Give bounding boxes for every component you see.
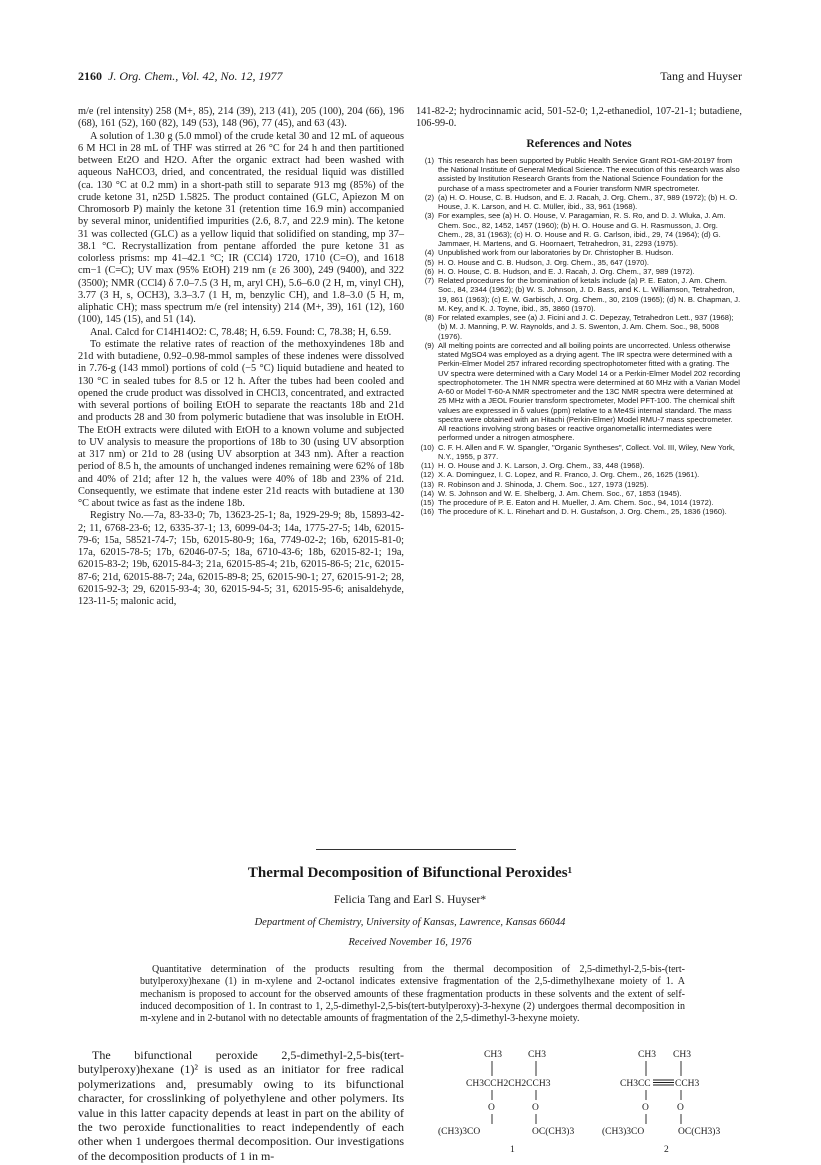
reference-item: (6) H. O. House, C. B. Hudson, and E. J. Racah, J. Org. Chem., 37, 989 (1972). xyxy=(424,266,695,276)
reference-item: (2) (a) H. O. House, C. B. Hudson, and E. J. Racah, J. Org. Chem., 37, 989 (1972); (b) H. O. House, J. K. Larson, and H. C. Müller, ibid., 33, 961 (1968). xyxy=(424,192,738,211)
reference-item: (5) H. O. House and C. B. Hudson, J. Org. Chem., 35, 647 (1970). xyxy=(424,257,650,267)
received-date: Received November 16, 1976 xyxy=(348,937,472,948)
structure-1 xyxy=(438,1050,574,1155)
s1-tbutoxy-right: OC(CH3)3 xyxy=(532,1127,575,1137)
reference-item: (9) All melting points are corrected and all boiling points are uncorrected. Unless otherwise stated MgSO4 was employed as a drying agent. The IR spectra were determined with a Perkin-Elmer Model 257 infrared recording spectrophotometer fitted with a grating. The UV spectra were determined with a Cary Model 14 or a Perkin-Elmer Model 202 recording spectrophotometer. The 1H NMR spectra were determined at 60 MHz with a Varian Model A-60 or Model T-60-A NMR spectrometer and the 13C NMR spectra were determined at 25 MHz with a JEOL Fourier transform spectrometer, Model PFT-100. The chemical shift values are expressed in δ values (ppm) relative to a Me4Si internal standard. The mass spectra were obtained with an Hitachi (Perkin-Elmer) Model RMU-7 mass spectrometer. All reactions involving strong bases or reactive organometallic intermediates were performed under a nitrogen atmosphere. xyxy=(424,340,741,443)
s2-chain-right: CCH3 xyxy=(675,1079,700,1089)
structure-2 xyxy=(602,1050,720,1155)
s2-tbutoxy-left: (CH3)3CO xyxy=(602,1127,645,1137)
s2-label: 2 xyxy=(664,1145,669,1155)
article-title: Thermal Decomposition of Bifunctional Peroxides¹ xyxy=(247,865,573,881)
abstract: Quantitative determination of the products resulting from the thermal decomposition of 2,5-dimethyl-2,5-bis-(tert-butylperoxy)hexane (1) in m-xylene and 2-octanol indicates extensive fragmentation of the 2,5-dimethylhexane moiety of 1. A mechanism is proposed to account for the observed amounts of these fragmentation products in these solvents and the extent of self-induced decomposition of 1. In contrast to 1, 2,5-dimethyl-2,5-bis(tert-butylperoxy)-3-hexyne (2) undergoes thermal decomposition in m-xylene and in 2-butanol with no detectable amounts of fragmentation of the 2,5-dimethyl-3-hexyne moiety. xyxy=(140,964,685,1025)
running-header-authors: Tang and Huyser xyxy=(660,69,742,83)
reference-item: (15) The procedure of P. E. Eaton and H. Mueller, J. Am. Chem. Soc., 94, 1014 (1972). xyxy=(420,498,714,507)
structures-figure xyxy=(416,1045,746,1160)
s1-methyl-right: CH3 xyxy=(528,1050,546,1060)
reference-item: (3) For examples, see (a) H. O. House, V. Paragamian, R. S. Ro, and D. J. Wluka, J. Am. Chem. Soc., 82, 1452, 1457 (1960); (b) H. O. House and G. H. Rasmusson, J. Org. Chem., 28, 31 (1963); (c) H. O. House and R. G. Carlson, ibid., 29, 74 (1964); (d) G. Jammaer, H. Martens, and G. Hoornaert, Tetrahedron, 31, 2293 (1975). xyxy=(424,211,726,248)
reference-item: (10) C. F. H. Allen and F. W. Spangler, "Organic Syntheses", Collect. Vol. III, Wiley, New York, N.Y., 1955, p 377. xyxy=(420,442,735,461)
introduction-paragraph: The bifunctional peroxide 2,5-dimethyl-2,5-bis(tert-butylperoxy)hexane (1)² is used as an initiator for free radical polymerizations and, presumably owing to its bifunctional character, for crosslinking of polyethylene and other polymers. Its value in this latter capacity depends at least in part on the ability of the two peroxide functionalities to react independently of each other when 1 undergoes thermal decomposition. Our investigations of the decomposition products of 1 in m- xyxy=(78,1048,404,1163)
registry-paragraph: Registry No.—7a, 83-33-0; 7b, 13623-25-1; 8a, 1929-29-9; 8b, 15893-42-2; 11, 6768-23-6; 12, 6335-37-1; 13, 6099-04-3; 14a, 1775-27-5; 14b, 62015-79-6; 15a, 58521-74-7; 15b, 62015-80-9; 16a, 7749-02-2; 16b, 62015-81-0; 17a, 62015-78-5; 17b, 62046-07-5; 18a, 6710-43-6; 18b, 62015-82-1; 19a, 62015-83-2; 19b, 62015-84-3; 21a, 62015-85-4; 21b, 62015-86-5; 21c, 62015-87-6; 21d, 62015-88-7; 24a, 62015-89-8; 25, 62015-90-1; 27, 62015-91-2; 28, 62015-92-3; 29, 62015-93-4; 30, 62015-94-5; 31, 62015-95-6; anisaldehyde, 123-11-5; malonic acid, xyxy=(78,510,404,607)
chemical-structures xyxy=(416,1045,746,1160)
mass-spec-paragraph: m/e (rel intensity) 258 (M+, 85), 214 (39), 213 (41), 205 (100), 204 (66), 196 (68), 161 (52), 160 (82), 149 (53), 148 (96), 77 (45), and 63 (43). xyxy=(78,106,404,130)
s2-methyl-left: CH3 xyxy=(638,1050,656,1060)
s1-tbutoxy-left: (CH3)3CO xyxy=(438,1127,481,1137)
s1-label: 1 xyxy=(510,1145,515,1155)
section-divider xyxy=(316,849,516,850)
references-list xyxy=(416,156,742,517)
reference-item: (11) H. O. House and J. K. Larson, J. Org. Chem., 33, 448 (1968). xyxy=(421,461,645,470)
s1-methyl-left: CH3 xyxy=(484,1050,502,1060)
s2-methyl-right: CH3 xyxy=(673,1050,691,1060)
reference-item: (1) This research has been supported by Public Health Service Grant RO1-GM-20197 from the National Institute of General Medical Science. The execution of this research was also assisted by Institution Research Grants from the National Science Foundation for the purchase of a mass spectrometer and a Fourier transform NMR spectrometer. xyxy=(424,155,740,193)
affiliation: Department of Chemistry, University of Kansas, Lawrence, Kansas 66044 xyxy=(254,917,566,928)
reference-item: (13) R. Robinson and J. Shinoda, J. Chem. Soc., 127, 1973 (1925). xyxy=(420,479,649,489)
rates-paragraph: To estimate the relative rates of reaction of the methoxyindenes 18b and 21d with butadiene, 0.92–0.98-mmol samples of these indenes were dissolved in 7.76-g (143 mmol) portions of cold (−5 °C) liquid butadiene and heated to 130 °C in sealed tubes for 8.5 or 12 h. After the tubes had been cooled and opened the crude product was dissolved in CHCl3, concentrated, and extracted with several portions of boiling EtOH to separate the reactants 18b and 21d and products 28 and 30 from polymeric butadiene that was insoluble in EtOH. The EtOH extracts were diluted with EtOH to a known volume and subjected to UV analysis to measure the proportions of 18b to 30 (using UV absorption at 317 nm) or 21d to 28 (using UV absorption at 343 nm). After a reaction period of 8.5 h, the amounts of unchanged indenes remaining were 62% of 18b and 40% of 21d; after 12 h, the values were 40% of 18b and 23% of 21d. Consequently, we estimate that indene ester 21d reacts with butadiene at 130 °C about twice as fast as the indene 18b. xyxy=(78,338,404,509)
reference-item: (4) Unpublished work from our laboratories by Dr. Christopher B. Hudson. xyxy=(424,248,674,258)
s2-tbutoxy-right: OC(CH3)3 xyxy=(678,1127,721,1137)
reference-item: (12) X. A. Dominguez, I. C. Lopez, and R. Franco, J. Org. Chem., 26, 1625 (1961). xyxy=(420,470,700,480)
article-authors: Felicia Tang and Earl S. Huyser* xyxy=(333,894,487,906)
left-column xyxy=(78,106,404,608)
page-number-journal: 2160 J. Org. Chem., Vol. 42, No. 12, 1977 xyxy=(78,69,283,83)
s2-triple-bond xyxy=(653,1080,674,1085)
s2-chain-left: CH3CC xyxy=(620,1079,651,1089)
running-header xyxy=(78,69,742,87)
reference-item: (8) For related examples, see (a) J. Ficini and J. C. Depezay, Tetrahedron Lett., 937 (1968); (b) M. J. Manning, P. W. Raynolds, and J. S. Swenton, J. Am. Chem. Soc., 98, 5008 (1976). xyxy=(424,313,734,341)
reference-item: (7) Related procedures for the bromination of ketals include (a) P. E. Eaton, J. Am. Chem. Soc., 84, 2344 (1962); (b) W. S. Johnson, J. D. Bass, and K. L. Williamson, Tetrahedron, 19, 861 (1963); (c) E. W. Garbisch, J. Org. Chem., 30, 2109 (1965); (d) N. B. Chapman, J. M. Key, and K. J. Toyne, ibid., 35, 3860 (1970). xyxy=(424,276,741,313)
right-column xyxy=(416,106,742,517)
s2-oxygen-upper-right: O xyxy=(677,1103,684,1113)
s2-oxygen-upper-left: O xyxy=(642,1103,649,1113)
reference-item: (14) W. S. Johnson and W. E. Shelberg, J. Am. Chem. Soc., 67, 1853 (1945). xyxy=(420,488,682,498)
ketone-31-paragraph: A solution of 1.30 g (5.0 mmol) of the crude ketal 30 and 12 mL of aqueous 6 M HCl in 28 mL of THF was stirred at 26 °C for 24 h and then partitioned between Et2O and H2O. After the organic extract had been washed with aqueous NaHCO3, dried, and concentrated, the residual liquid was distilled (ca. 130 °C at 0.2 mm) in a short-path still to separate 913 mg (85%) of the crude ketone 31, n25D 1.5825. The product contained (GLC, Apiezon M on Chromosorb P) mainly the ketone 31 (retention time 16.9 min) accompanied by several minor, unidentified impurities (2.6, 8.7, and 22.9 min). The ketone 31 was collected (GLC) as a yellow liquid that solidified on standing, mp 37–38.1 °C. Recrystallization from pentane afforded the pure ketone 31 as colorless prisms: mp 41–42.1 °C; IR (CCl4) 1720, 1710 (C=O), and 1618 cm−1 (C=C); UV max (95% EtOH) 219 nm (ε 26 300), 249 (9400), and 322 (3500); NMR (CCl4) δ 7.0–7.5 (3 H, m, aryl CH), 5.6–6.0 (2 H, m, vinyl CH), 3.77 (3 H, s, OCH3), 3.3–3.7 (1 H, m, benzylic CH), and 1.8–3.0 (5 H, m, aliphatic CH); mass spectrum m/e (rel intensity) 214 (M+, 39), 161 (12), 160 (100), 145 (15), and 51 (14). xyxy=(78,130,404,326)
s1-oxygen-upper-left: O xyxy=(488,1103,495,1113)
reference-item: (16) The procedure of K. L. Rinehart and D. H. Gustafson, J. Org. Chem., 25, 1836 (1960). xyxy=(420,507,727,517)
s1-chain: CH3CCH2CH2CCH3 xyxy=(466,1079,551,1089)
references-heading: References and Notes xyxy=(526,137,632,150)
registry-continuation: 141-82-2; hydrocinnamic acid, 501-52-0; 1,2-ethanediol, 107-21-1; butadiene, 106-99-0. xyxy=(416,106,742,130)
s1-oxygen-upper-right: O xyxy=(532,1103,539,1113)
analysis-paragraph: Anal. Calcd for C14H14O2: C, 78.48; H, 6.59. Found: C, 78.38; H, 6.59. xyxy=(90,326,392,338)
